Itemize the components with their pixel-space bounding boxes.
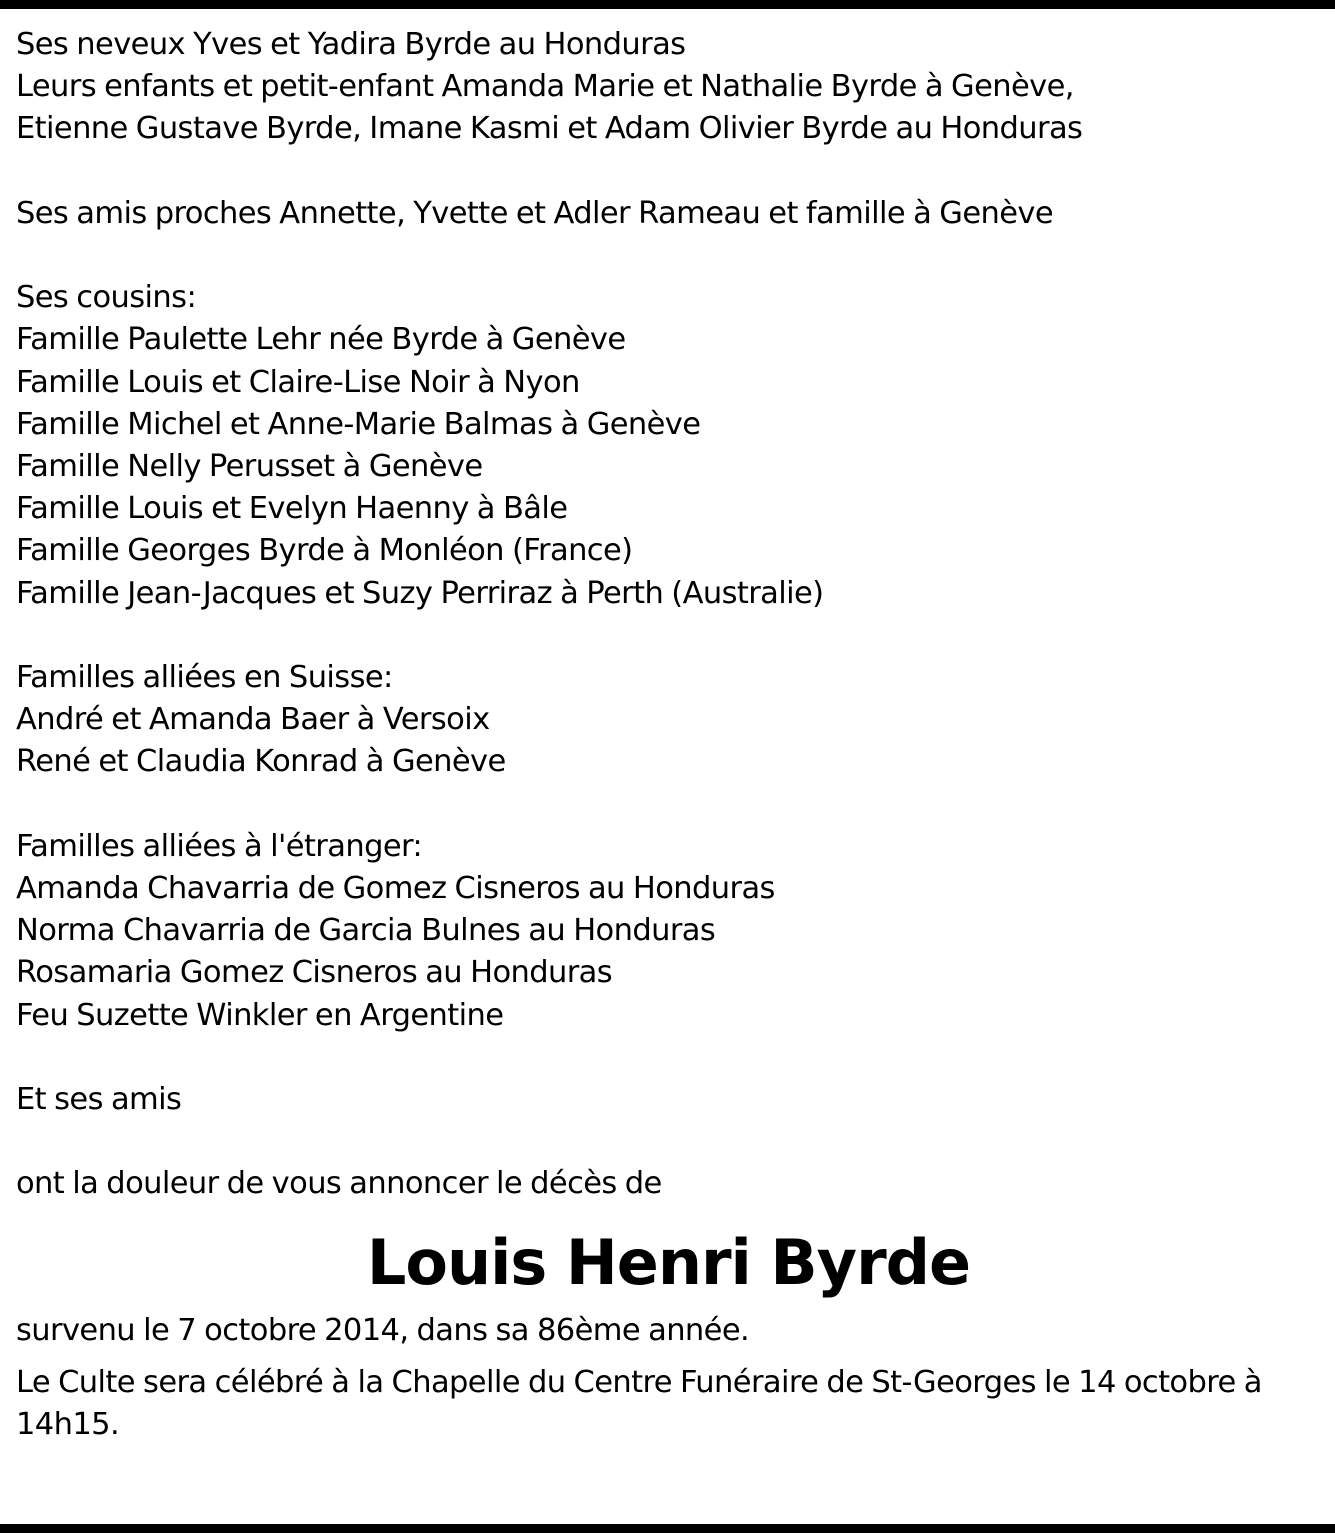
close-friends-line: Ses amis proches Annette, Yvette et Adler Rameau et famille à Genève — [16, 195, 1054, 231]
cousin-line: Famille Louis et Claire-Lise Noir à Nyon — [16, 364, 580, 400]
allied-swiss-line: René et Claudia Konrad à Genève — [16, 744, 506, 780]
cousin-line: Famille Georges Byrde à Monléon (France) — [16, 533, 633, 569]
cousin-line: Famille Paulette Lehr née Byrde à Genève — [16, 322, 626, 358]
nephews-children-line: Leurs enfants et petit-enfant Amanda Marie et Nathalie Byrde à Genève, — [16, 69, 1074, 105]
spacer — [16, 235, 1321, 277]
death-notice — [16, 24, 1321, 1446]
allied-abroad-line: Feu Suzette Winkler en Argentine — [16, 997, 504, 1033]
death-date-line: survenu le 7 octobre 2014, dans sa 86ème année. — [16, 1312, 750, 1348]
cousin-line: Famille Nelly Perusset à Genève — [16, 449, 483, 484]
cousin-line: Famille Louis et Evelyn Haenny à Bâle — [16, 491, 568, 527]
bottom-border-rule — [0, 1524, 1335, 1533]
announcement-line: ont la douleur de vous annoncer le décès de — [16, 1166, 662, 1202]
nephews-children-line: Etienne Gustave Byrde, Imane Kasmi et Adam Olivier Byrde au Honduras — [16, 111, 1083, 147]
allied-swiss-line: André et Amanda Baer à Versoix — [16, 702, 490, 738]
service-info: Le Culte sera célébré à la Chapelle du Centre Funéraire de St-Georges le 14 octobre à 14h15. — [16, 1364, 1262, 1442]
allied-abroad-heading: Familles alliées à l'étranger: — [16, 828, 423, 864]
spacer — [16, 1037, 1321, 1079]
top-border-rule — [0, 0, 1335, 9]
allied-abroad-line: Rosamaria Gomez Cisneros au Honduras — [16, 955, 613, 991]
allied-abroad-line: Amanda Chavarria de Gomez Cisneros au Honduras — [16, 871, 775, 906]
cousins-heading: Ses cousins: — [16, 280, 197, 316]
spacer — [16, 784, 1321, 826]
allied-abroad-line: Norma Chavarria de Garcia Bulnes au Honduras — [16, 913, 716, 949]
spacer — [16, 151, 1321, 193]
cousin-line: Famille Michel et Anne-Marie Balmas à Genève — [16, 406, 701, 442]
nephews-line: Ses neveux Yves et Yadira Byrde au Honduras — [16, 27, 686, 62]
allied-swiss-heading: Familles alliées en Suisse: — [16, 660, 393, 695]
friends-line: Et ses amis — [16, 1082, 182, 1117]
deceased-name: Louis Henri Byrde — [366, 1225, 971, 1299]
cousin-line: Famille Jean-Jacques et Suzy Perriraz à Perth (Australie) — [16, 575, 824, 611]
spacer — [16, 615, 1321, 657]
spacer — [16, 1121, 1321, 1163]
